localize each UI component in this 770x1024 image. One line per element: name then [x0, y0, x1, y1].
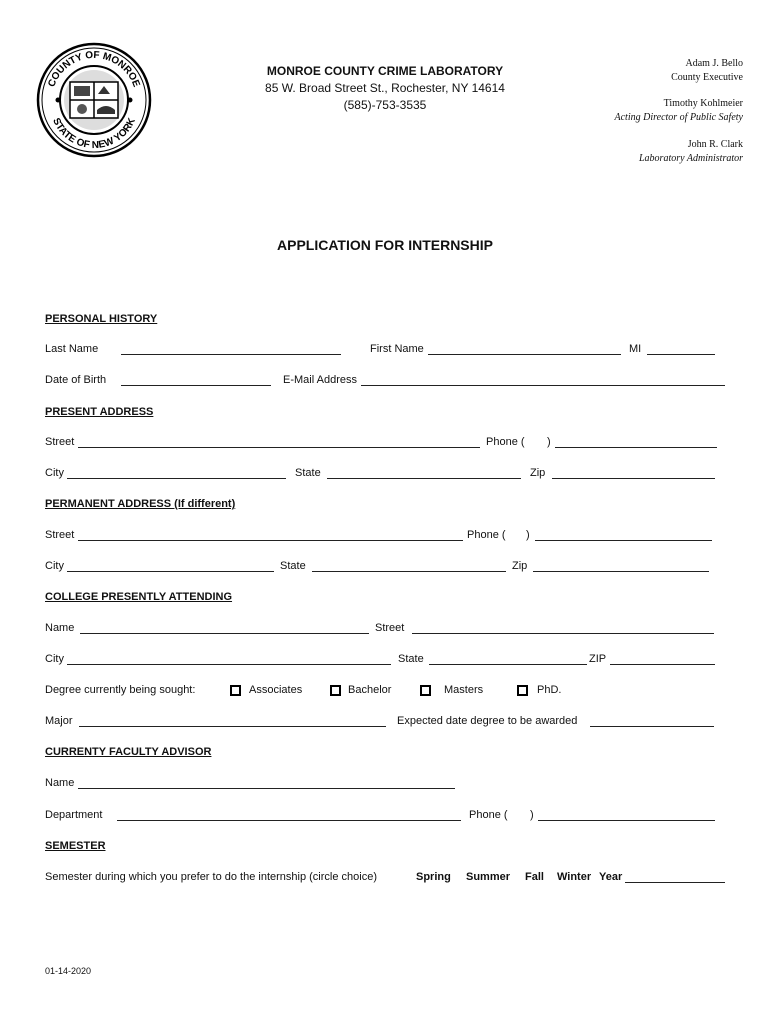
first-name-field[interactable]: [428, 343, 621, 355]
year-label: Year: [599, 871, 623, 883]
permanent-zip-field[interactable]: [533, 560, 709, 572]
dob-label: Date of Birth: [45, 374, 107, 386]
seal-top-text: COUNTY OF MONROE: [46, 49, 142, 89]
college-state-label: State: [398, 653, 424, 665]
semester-option-fall[interactable]: Fall: [525, 871, 544, 883]
advisor-phone-field[interactable]: [538, 809, 715, 821]
seal-bottom-text: STATE OF NEW YORK: [50, 116, 138, 152]
expected-date-field[interactable]: [590, 715, 714, 727]
permanent-address-heading: PERMANENT ADDRESS (If different): [45, 498, 236, 510]
form-title: APPLICATION FOR INTERNSHIP: [277, 237, 493, 253]
mi-label: MI: [629, 343, 642, 355]
semester-option-winter[interactable]: Winter: [557, 871, 592, 883]
present-city-field[interactable]: [67, 467, 286, 479]
last-name-label: Last Name: [45, 343, 99, 355]
present-city-label: City: [45, 467, 64, 479]
expected-date-label: Expected date degree to be awarded: [397, 715, 578, 727]
phd-label: PhD.: [537, 684, 562, 696]
official-name-3: John R. Clark: [687, 139, 743, 150]
present-state-label: State: [295, 467, 321, 479]
college-city-field[interactable]: [67, 653, 391, 665]
official-title-1: County Executive: [671, 72, 743, 83]
permanent-street-label: Street: [45, 529, 75, 541]
masters-checkbox[interactable]: [420, 685, 431, 696]
present-phone-label: Phone (: [486, 436, 525, 448]
bachelor-label: Bachelor: [348, 684, 392, 696]
masters-label: Masters: [444, 684, 484, 696]
present-street-label: Street: [45, 436, 75, 448]
present-address-heading: PRESENT ADDRESS: [45, 406, 154, 418]
advisor-phone-close: ): [530, 809, 534, 821]
dob-field[interactable]: [121, 374, 271, 386]
present-phone-close: ): [547, 436, 551, 448]
email-label: E-Mail Address: [283, 374, 357, 386]
advisor-heading: CURRENTY FACULTY ADVISOR: [45, 746, 212, 758]
county-seal: [34, 42, 154, 158]
email-field[interactable]: [361, 374, 725, 386]
last-name-field[interactable]: [121, 343, 341, 355]
permanent-zip-label: Zip: [512, 560, 528, 572]
present-zip-label: Zip: [530, 467, 546, 479]
major-label: Major: [45, 715, 73, 727]
associates-checkbox[interactable]: [230, 685, 241, 696]
official-title-2: Acting Director of Public Safety: [614, 112, 743, 123]
degree-label: Degree currently being sought:: [45, 684, 196, 696]
semester-option-spring[interactable]: Spring: [416, 871, 451, 883]
present-zip-field[interactable]: [552, 467, 715, 479]
college-name-label: Name: [45, 622, 75, 634]
college-city-label: City: [45, 653, 64, 665]
permanent-state-label: State: [280, 560, 306, 572]
present-phone-field[interactable]: [555, 436, 717, 448]
permanent-phone-close: ): [526, 529, 530, 541]
department-field[interactable]: [117, 809, 461, 821]
form-date: 01-14-2020: [45, 966, 92, 976]
major-field[interactable]: [79, 715, 386, 727]
present-state-field[interactable]: [327, 467, 521, 479]
college-zip-label: ZIP: [589, 653, 607, 665]
year-field[interactable]: [625, 871, 725, 883]
college-street-field[interactable]: [412, 622, 714, 634]
advisor-name-label: Name: [45, 777, 75, 789]
college-state-field[interactable]: [429, 653, 587, 665]
college-street-label: Street: [375, 622, 405, 634]
first-name-label: First Name: [370, 343, 424, 355]
college-name-field[interactable]: [80, 622, 369, 634]
personal-history-heading: PERSONAL HISTORY: [45, 313, 158, 325]
college-heading: COLLEGE PRESENTLY ATTENDING: [45, 591, 233, 603]
org-phone: (585)-753-3535: [343, 98, 427, 112]
permanent-phone-field[interactable]: [535, 529, 712, 541]
semester-heading: SEMESTER: [45, 840, 106, 852]
permanent-street-field[interactable]: [78, 529, 463, 541]
associates-label: Associates: [249, 684, 303, 696]
semester-option-summer[interactable]: Summer: [466, 871, 511, 883]
present-street-field[interactable]: [78, 436, 480, 448]
department-label: Department: [45, 809, 103, 821]
permanent-city-field[interactable]: [67, 560, 274, 572]
org-address: 85 W. Broad Street St., Rochester, NY 14614: [265, 81, 505, 95]
permanent-phone-label: Phone (: [467, 529, 506, 541]
bachelor-checkbox[interactable]: [330, 685, 341, 696]
official-name-1: Adam J. Bello: [685, 58, 743, 69]
advisor-phone-label: Phone (: [469, 809, 508, 821]
advisor-name-field[interactable]: [78, 777, 455, 789]
org-name: MONROE COUNTY CRIME LABORATORY: [266, 64, 504, 78]
phd-checkbox[interactable]: [517, 685, 528, 696]
college-zip-field[interactable]: [610, 653, 715, 665]
semester-prompt: Semester during which you prefer to do the internship (circle choice): [45, 871, 377, 883]
permanent-state-field[interactable]: [312, 560, 506, 572]
permanent-city-label: City: [45, 560, 64, 572]
mi-field[interactable]: [647, 343, 715, 355]
official-title-3: Laboratory Administrator: [639, 153, 743, 164]
official-name-2: Timothy Kohlmeier: [663, 98, 743, 109]
